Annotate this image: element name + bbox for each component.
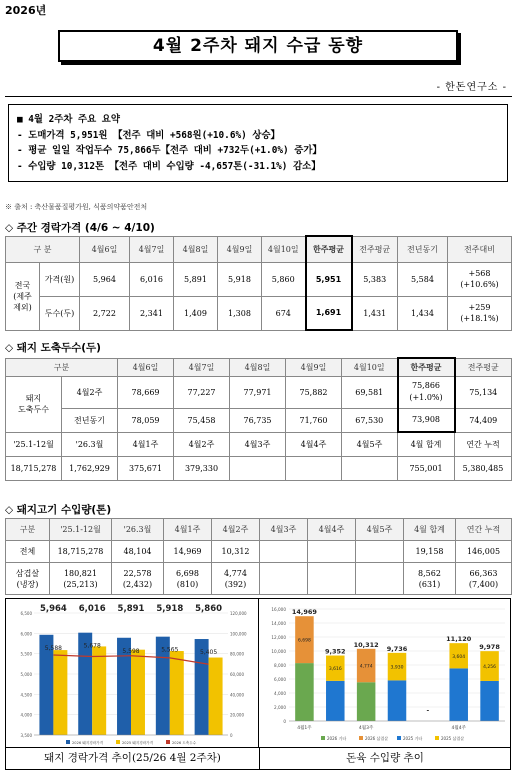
header-cell: 4월4주 (308, 519, 356, 541)
source-note: ※ 출처 : 축산물품질평가원, 식품의약품안전처 (5, 203, 148, 211)
header-cell: 전년동기 (398, 236, 448, 262)
bar-data-label: 3,604 (452, 654, 466, 660)
top-data-label: 6,016 (78, 604, 106, 614)
cell: 146,005 (456, 541, 512, 563)
bar-data-label: 5,405 (200, 649, 218, 657)
summary-line: - 평균 일일 작업두수 75,866두【전주 대비 +732두(+1.0%) 증가】 (17, 145, 322, 156)
cell (342, 456, 398, 480)
header-cell: 4월6일 (118, 358, 174, 376)
bar-data-label: 3,616 (328, 667, 342, 673)
cell (308, 563, 356, 595)
legend-swatch (66, 740, 70, 744)
y-tick-label: 0 (283, 719, 286, 724)
price-chart-caption: 돼지 경락가격 추이(25/26 4월 2주차) (44, 752, 221, 764)
cell: 180,821 (25,213) (50, 563, 112, 595)
import-chart-svg (259, 599, 510, 747)
cell: 77,971 (230, 376, 286, 408)
cell: 66,363 (7,400) (456, 563, 512, 595)
cell: 10,312 (212, 541, 260, 563)
price-table (5, 235, 512, 331)
legend-label: 2026 돼지경락가격 (72, 741, 104, 745)
cell: 69,581 (342, 376, 398, 408)
cell: +568 (+10.6%) (448, 262, 512, 296)
legend-label: 2025 삼겹살 (441, 736, 465, 741)
y-tick-label: 6,500 (20, 611, 32, 616)
row-label: 두수(두) (40, 296, 80, 330)
top-data-label: 5,891 (117, 604, 145, 614)
year-label: 2026년 (5, 4, 47, 17)
avg-value: 75,866 (412, 381, 440, 390)
header-cell: 구분 (6, 358, 118, 376)
top-data-label: 9,352 (325, 647, 346, 656)
header-cell: 4월6일 (80, 236, 130, 262)
import-chart-caption: 돈육 수입량 추이 (259, 747, 510, 769)
price-chart (6, 599, 259, 747)
header-cell: 4월5주 (356, 519, 404, 541)
summary-line: - 수입량 10,312톤 【전주 대비 수입량 -4,657톤(-31.1%) 감소】 (17, 160, 321, 172)
cell: 5,584 (398, 262, 448, 296)
y-tick-label: 10,000 (271, 649, 286, 654)
cell: 379,330 (174, 456, 230, 480)
cell: 1,434 (398, 296, 448, 330)
cell: 5,951 (306, 262, 352, 296)
bar-data-label: 5,598 (122, 647, 140, 655)
cell: 1,308 (218, 296, 262, 330)
cell: 1,762,929 (62, 456, 118, 480)
y2-tick-label: 100,000 (230, 631, 247, 637)
cell: 18,715,278 (50, 541, 112, 563)
header-cell: 4월1주 (164, 519, 212, 541)
row-label: 4월2주 (62, 376, 118, 408)
top-data-label: 9,736 (386, 644, 408, 653)
row-label: 전체 (6, 541, 50, 563)
bar-data-label: 5,588 (44, 644, 62, 652)
cell: 76,735 (230, 408, 286, 432)
bar-2025 (53, 650, 67, 735)
cell: 18,715,278 (6, 456, 62, 480)
header-cell: 4월 합계 (398, 432, 455, 456)
charts-panel (5, 598, 511, 770)
legend-swatch (321, 736, 325, 740)
y-tick-label: 6,000 (274, 677, 286, 682)
y-tick-label: 5,000 (20, 672, 32, 677)
cell: 674 (262, 296, 306, 330)
cell (356, 563, 404, 595)
bar-data-label: 5,678 (83, 642, 101, 650)
header-cell: 4월7일 (130, 236, 174, 262)
stacked-bar-segment (326, 681, 345, 721)
legend-swatch (435, 736, 439, 740)
y2-tick-label: 80,000 (230, 651, 244, 657)
y-tick-label: 4,000 (274, 691, 286, 696)
cell: 73,908 (398, 408, 455, 432)
y2-tick-label: 20,000 (230, 712, 244, 718)
header-cell: 4월9일 (218, 236, 262, 262)
cell: 14,969 (164, 541, 212, 563)
bar-data-label: 6,698 (297, 638, 311, 644)
cell: 74,409 (455, 408, 512, 432)
summary-box (8, 104, 508, 182)
y-tick-label: 8,000 (274, 663, 286, 668)
header-cell: 4월3주 (260, 519, 308, 541)
legend-swatch (166, 740, 170, 744)
header-cell: 4월10일 (342, 358, 398, 376)
import-section-title: ◇ 돼지고기 수입량(톤) (5, 504, 112, 516)
price-chart-svg (6, 599, 258, 747)
legend-swatch (116, 740, 120, 744)
header-cell: 4월10일 (262, 236, 306, 262)
bar-2025 (131, 650, 145, 735)
cell (230, 456, 286, 480)
legend-label: 2025 기타 (403, 736, 423, 741)
cell (286, 456, 342, 480)
legend-swatch (397, 736, 401, 740)
y2-tick-label: 40,000 (230, 692, 244, 698)
stacked-bar-segment (388, 680, 407, 721)
header-cell: 4월1주 (118, 432, 174, 456)
slaughter-table (5, 357, 512, 481)
summary-heading: ■ 4월 2주차 주요 요약 (17, 114, 120, 125)
bar-data-label: 5,565 (161, 646, 179, 654)
row-label: 가격(원) (40, 262, 80, 296)
legend-label: 2026 도축두수 (172, 741, 197, 745)
header-cell: '26.3월 (112, 519, 164, 541)
x-tick-label: 4월1주 (297, 726, 312, 731)
header-cell: 4월7일 (174, 358, 230, 376)
org-label: - 한돈연구소 - (436, 82, 507, 93)
cell: 78,669 (118, 376, 174, 408)
y-tick-label: 5,500 (20, 651, 32, 657)
header-cell: 4월9일 (286, 358, 342, 376)
cell: 5,891 (174, 262, 218, 296)
top-data-label: 5,964 (39, 604, 67, 614)
header-cell: 연간 누적 (456, 519, 512, 541)
bar-data-label: 3,930 (390, 665, 404, 671)
cell: 755,001 (398, 456, 455, 480)
cell: 19,158 (404, 541, 456, 563)
x-tick-label: 4월3주 (358, 726, 374, 731)
cell: 48,104 (112, 541, 164, 563)
y-tick-label: 2,000 (274, 705, 286, 710)
cell: 1,691 (306, 296, 352, 330)
stacked-bar-segment (480, 681, 499, 721)
top-data-label: 11,120 (446, 635, 472, 644)
header-cell: 4월8일 (230, 358, 286, 376)
cell: 5,380,485 (455, 456, 512, 480)
cell (356, 541, 404, 563)
legend-label: 2026 기타 (327, 736, 347, 741)
header-cell: 전주평균 (455, 358, 512, 376)
cell: 75,134 (455, 376, 512, 408)
cell (308, 541, 356, 563)
cell: 2,341 (130, 296, 174, 330)
cell: 4,774 (392) (212, 563, 260, 595)
cell: 6,016 (130, 262, 174, 296)
cell: 5,383 (352, 262, 398, 296)
legend-label: 2025 돼지경락가격 (122, 741, 154, 745)
header-cell: 전주평균 (352, 236, 398, 262)
avg-pct: (+1.0%) (409, 393, 443, 402)
header-cell: 4월4주 (286, 432, 342, 456)
y-tick-label: 3,500 (20, 733, 32, 738)
row-label: 전년동기 (62, 408, 118, 432)
price-section-title: ◇ 주간 경락가격 (4/6 ~ 4/10) (5, 222, 155, 234)
stacked-bar-segment (295, 663, 314, 721)
x-tick-label: 4월4주 (451, 726, 466, 731)
cell (398, 376, 455, 408)
bar-data-label: 4,256 (483, 665, 497, 671)
top-data-label: 5,918 (156, 604, 184, 614)
header-cell: 4월8일 (174, 236, 218, 262)
bar-2025 (170, 651, 184, 735)
bar-2025 (209, 658, 223, 735)
cell: 22,578 (2,432) (112, 563, 164, 595)
import-chart (259, 599, 510, 747)
header-cell: '25.1-12월 (6, 432, 62, 456)
top-data-label: 14,969 (291, 608, 317, 617)
summary-line: - 도매가격 5,951원 【전주 대비 +568원(+10.6%) 상승】 (17, 129, 280, 141)
header-cell: 4월2주 (174, 432, 230, 456)
page-title: 4월 2주차 돼지 수급 동향 (58, 30, 458, 62)
header-cell: 구분 (6, 519, 50, 541)
row-label: 삼겹살 (냉장) (6, 563, 50, 595)
cell: 8,562 (631) (404, 563, 456, 595)
header-cell: 4월5주 (342, 432, 398, 456)
header-cell: 한주평균 (306, 236, 352, 262)
cell: 6,698 (810) (164, 563, 212, 595)
top-data-label: - (426, 706, 430, 715)
cell: 2,722 (80, 296, 130, 330)
y-tick-label: 14,000 (271, 621, 286, 626)
top-data-label: 9,978 (479, 643, 500, 652)
legend-label: 2026 삼겹살 (365, 736, 389, 741)
y-tick-label: 4,000 (20, 712, 32, 718)
cell: 75,458 (174, 408, 230, 432)
y2-tick-label: 0 (230, 733, 233, 738)
cell: 1,409 (174, 296, 218, 330)
cell: 5,860 (262, 262, 306, 296)
divider (5, 96, 512, 97)
cell: +259 (+18.1%) (448, 296, 512, 330)
y2-tick-label: 60,000 (230, 672, 244, 677)
header-cell: '26.3월 (62, 432, 118, 456)
top-data-label: 10,312 (353, 640, 379, 649)
y-tick-label: 16,000 (271, 607, 286, 612)
cell: 75,882 (286, 376, 342, 408)
y-tick-label: 6,000 (20, 631, 32, 637)
header-cell: '25.1-12월 (50, 519, 112, 541)
cell (260, 563, 308, 595)
cell: 78,059 (118, 408, 174, 432)
stacked-bar-segment (357, 682, 376, 721)
header-cell: 구 분 (6, 236, 80, 262)
cell: 67,530 (342, 408, 398, 432)
header-cell: 전주대비 (448, 236, 512, 262)
header-cell: 연간 누적 (455, 432, 512, 456)
header-cell: 4월3주 (230, 432, 286, 456)
cell: 375,671 (118, 456, 174, 480)
cell: 77,227 (174, 376, 230, 408)
y-tick-label: 4,500 (20, 692, 32, 698)
header-cell: 4월 합계 (404, 519, 456, 541)
y2-tick-label: 120,000 (230, 611, 247, 616)
cell: 5,918 (218, 262, 262, 296)
cell: 71,760 (286, 408, 342, 432)
bar-data-label: 4,774 (359, 664, 373, 670)
row-group-label: 전국 (제주 제외) (6, 262, 40, 330)
top-data-label: 5,860 (195, 604, 223, 614)
legend-swatch (359, 736, 363, 740)
cell (260, 541, 308, 563)
cell: 1,431 (352, 296, 398, 330)
bar-2025 (92, 646, 106, 735)
cell: 5,964 (80, 262, 130, 296)
stacked-bar-segment (449, 668, 468, 721)
import-table (5, 518, 512, 595)
header-cell: 한주평균 (398, 358, 455, 376)
row-group-label: 돼지 도축두수 (6, 376, 62, 432)
y-tick-label: 12,000 (271, 635, 286, 640)
slaughter-section-title: ◇ 돼지 도축두수(두) (5, 342, 101, 354)
header-cell: 4월2주 (212, 519, 260, 541)
